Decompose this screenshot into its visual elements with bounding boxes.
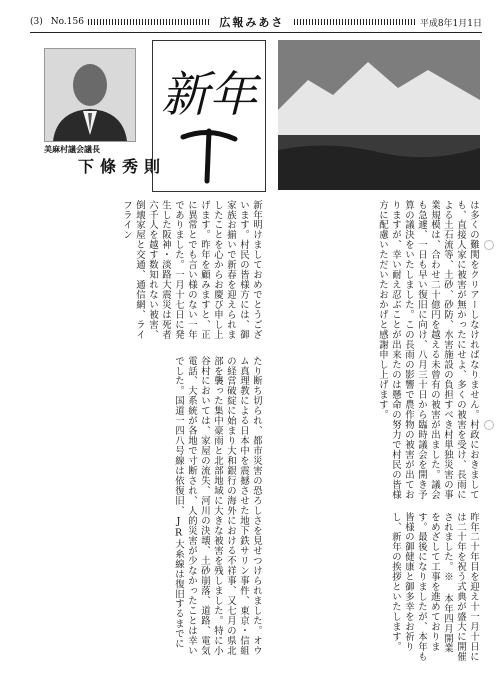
issue-number: No.156 [50,17,84,27]
binder-hole-bottom [484,420,494,430]
article-column-1: 新年明けましておめでとうございます。村民の皆様方には、御家族お揃いで新春を迎えられましたことを心からお慶び申し上げます。昨年を顧みますと、正に異常とでも言い様のない一年でありました。一月十七日に発生した阪神・淡路大震災は死者六千人を越す数知れない被害、倒壊家屋と交通、通信網、ライフライン [121,200,262,340]
chairman-portrait [44,48,136,142]
newsletter-title: 広報みあさ [219,16,285,29]
binder-hole-top [484,240,494,250]
header-rule [30,32,482,33]
article-column-4: 昨年二十年目を迎え十一月十日には二十年を祝う式典が盛大に開催されました。※ 本年四月開業をめざして工事を進めております。最後になりましたが、本年も皆様の御健康と御多幸をお祈りし、新年の挨拶といたします。 [390,512,479,662]
portrait-caption: 美麻村議会議長 [44,144,100,154]
header-hatch-right [294,19,415,25]
issue-date: 平成8年1月1日 [419,18,482,29]
article-column-2: は多くの難関をクリアーしなければなりません。村政におきましても、直接人家に被害が無かったにせよ、多くの被害を受け、長雨による土石流等、土砂、砂防、水害施設の負担すべき村単独災害の事業規模は、合わせ二十億円を越える未曾有の被害が出ました。議会も急遽、一日も早い復旧に向け、八月三十日から臨時議会を開き予算の議決をいたしました。この長雨の影響で農作物の被害が出ておりますが、幸い耐え忍ぶことが出来たのは懸命の努力で村民の皆様方に配慮いただいたおかげと感謝申し上げます。 [377,200,479,500]
page-number: (3) [30,17,43,27]
mountain-photo [278,40,480,190]
header-hatch-left [88,19,209,25]
svg-text:新年: 新年 [160,67,258,123]
author-name: 下條秀則 [78,157,167,176]
calligraphy-title [152,40,266,192]
article-column-3: たり断ち切られ、都市災害の恐ろしさを見せつけられました。オウム真理教による日本中を震撼させた地下鉄サリン事件、東京・信組の経営破綻に始まり大和銀行の海外における不祥事、又七月の県北部を襲った集中豪雨と北部地域に大きな被害を残しました。特に小谷村においては、家屋の流失、河川の決壊、土砂崩落、道路、電気電話、大系統が各地で寸断され、人的災害が少なかったことは幸いでした。国道一四八号線は依復旧、JR大糸線は復旧するまでに [173,356,262,656]
page-header [30,14,482,30]
calligraphy-graphic [153,41,265,191]
